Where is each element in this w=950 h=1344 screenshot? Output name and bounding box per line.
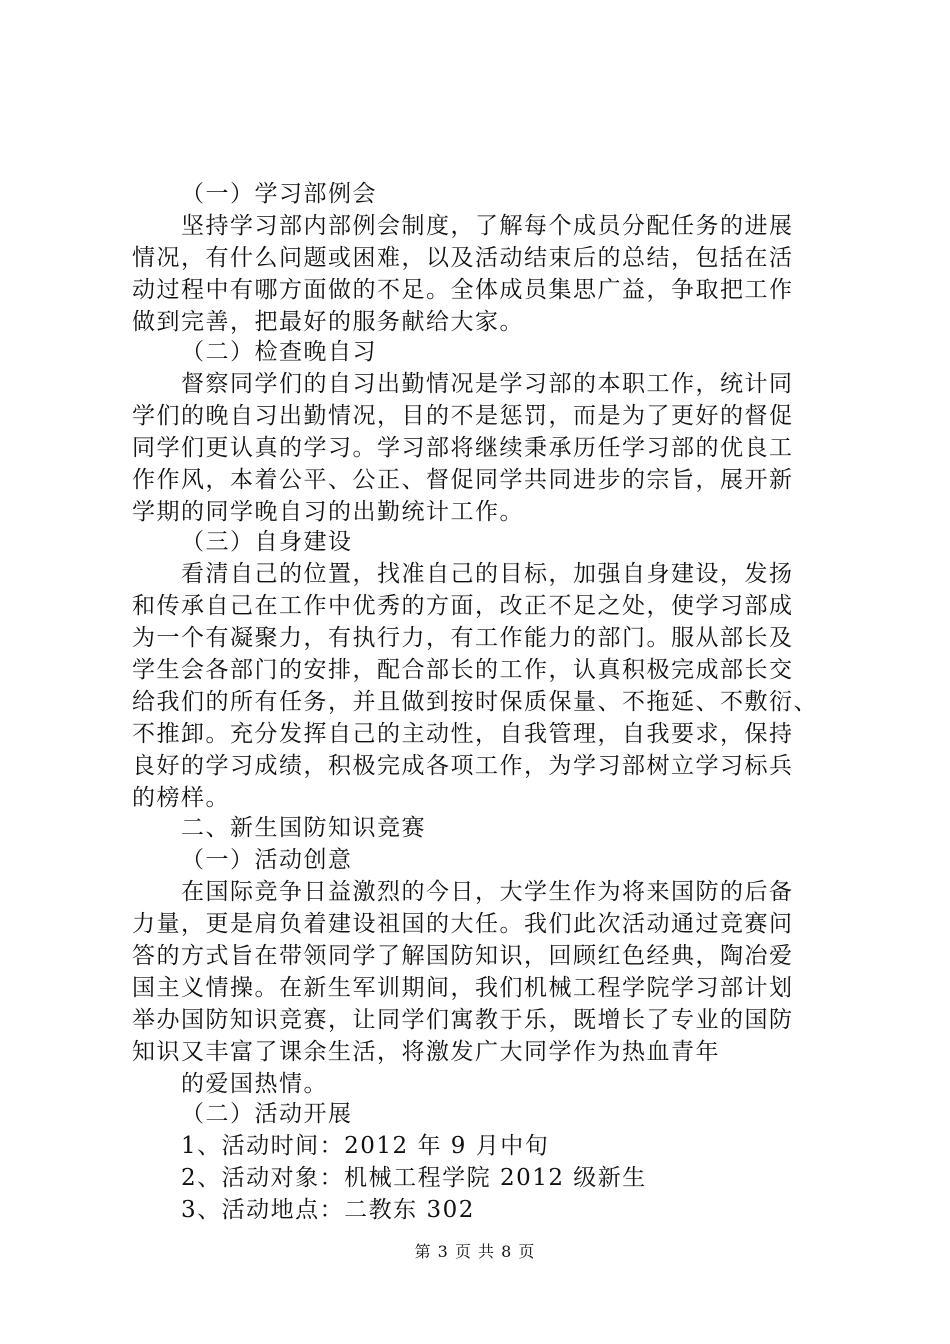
paragraph-line: 和传承自己在工作中优秀的方面，改正不足之处，使学习部成 — [132, 593, 794, 619]
paragraph-line: 同学们更认真的学习。学习部将继续秉承历任学习部的优良工 — [132, 435, 794, 461]
paragraph-line: 看清自己的位置，找准自己的目标，加强自身建设，发扬 — [181, 561, 794, 587]
section-heading-study-meeting: （一）学习部例会 — [181, 181, 377, 207]
paragraph-line: 督察同学们的自习出勤情况是学习部的本职工作，统计同 — [181, 371, 794, 397]
paragraph-line: 国主义情操。在新生军训期间，我们机械工程学院学习部计划 — [132, 975, 794, 1001]
paragraph-line: 给我们的所有任务，并且做到按时保质保量、不拖延、不敷衍、 — [132, 689, 818, 715]
paragraph-line: 答的方式旨在带领同学了解国防知识，回顾红色经典，陶冶爱 — [132, 943, 794, 969]
paragraph-line: 不推卸。充分发挥自己的主动性，自我管理，自我要求，保持 — [132, 721, 794, 747]
paragraph-line: 良好的学习成绩，积极完成各项工作，为学习部树立学习标兵 — [132, 753, 794, 779]
paragraph-line: 学生会各部门的安排，配合部长的工作，认真积极完成部长交 — [132, 657, 794, 683]
paragraph-line: 学期的同学晚自习的出勤统计工作。 — [132, 499, 524, 525]
activity-audience-item: 2、活动对象：机械工程学院 2012 级新生 — [181, 1165, 647, 1191]
section-heading-evening-study: （二）检查晚自习 — [181, 339, 377, 365]
activity-time-item: 1、活动时间：2012 年 9 月中旬 — [181, 1133, 550, 1159]
paragraph-line: 力量，更是肩负着建设祖国的大任。我们此次活动通过竞赛问 — [132, 911, 794, 937]
section-heading-activity-launch: （二）活动开展 — [181, 1101, 353, 1127]
paragraph-line: 动过程中有哪方面做的不足。全体成员集思广益，争取把工作 — [132, 277, 794, 303]
page-number-footer: 第 3 页 共 8 页 — [414, 1242, 536, 1261]
paragraph-line: 的爱国热情。 — [181, 1071, 328, 1097]
paragraph-line: 情况，有什么问题或困难，以及活动结束后的总结，包括在活 — [132, 245, 794, 271]
paragraph-line: 为一个有凝聚力，有执行力，有工作能力的部门。服从部长及 — [132, 625, 794, 651]
paragraph-line: 作作风，本着公平、公正、督促同学共同进步的宗旨，展开新 — [132, 467, 794, 493]
paragraph-line: 的榜样。 — [132, 785, 230, 811]
paragraph-line: 学们的晚自习出勤情况，目的不是惩罚，而是为了更好的督促 — [132, 403, 794, 429]
paragraph-line: 做到完善，把最好的服务献给大家。 — [132, 309, 524, 335]
paragraph-line: 在国际竞争日益激烈的今日，大学生作为将来国防的后备 — [181, 879, 794, 905]
section-heading-defense-contest: 二、新生国防知识竞赛 — [181, 815, 426, 841]
section-heading-self-building: （三）自身建设 — [181, 529, 353, 555]
section-heading-activity-idea: （一）活动创意 — [181, 847, 353, 873]
paragraph-line: 坚持学习部内部例会制度，了解每个成员分配任务的进展 — [181, 213, 794, 239]
activity-location-item: 3、活动地点：二教东 302 — [181, 1197, 475, 1223]
paragraph-line: 知识又丰富了课余生活，将激发广大同学作为热血青年 — [132, 1039, 720, 1065]
paragraph-line: 举办国防知识竞赛，让同学们寓教于乐，既增长了专业的国防 — [132, 1007, 794, 1033]
